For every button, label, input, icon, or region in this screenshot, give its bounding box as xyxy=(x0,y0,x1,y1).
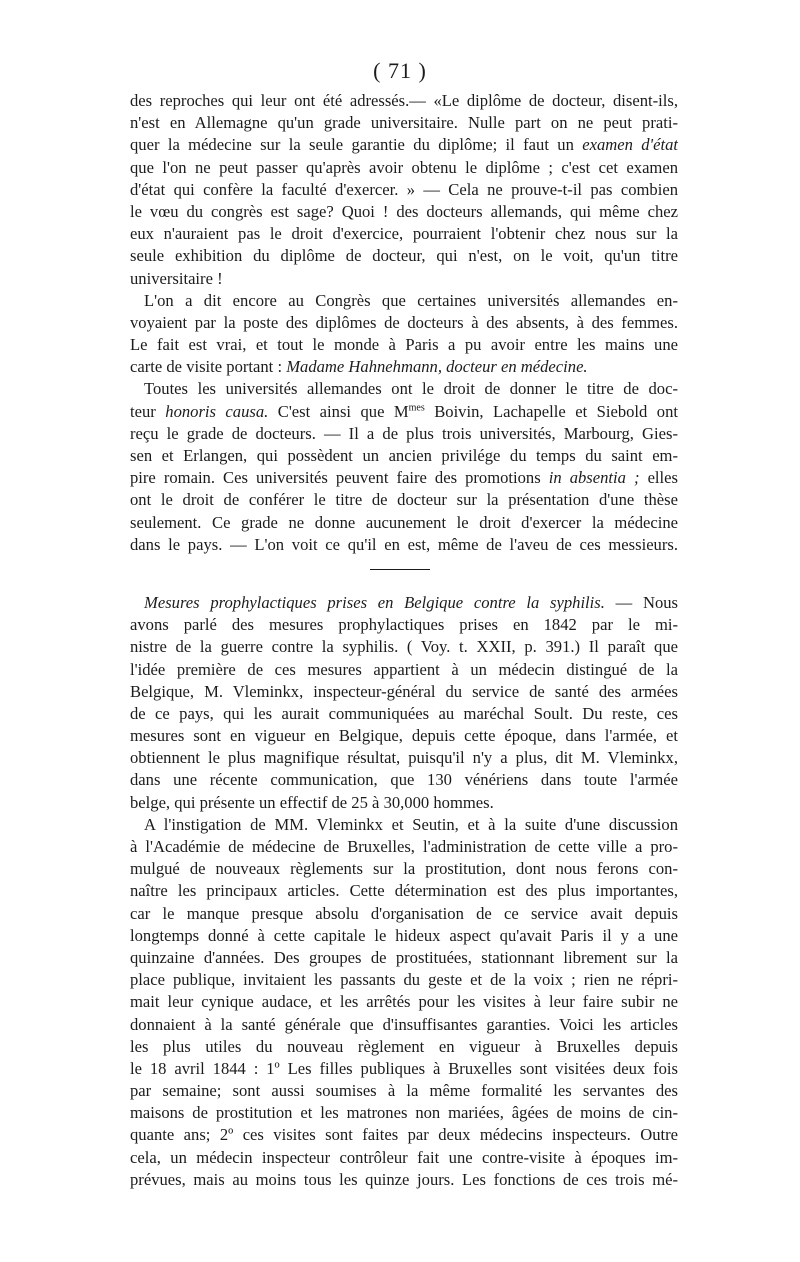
text-line: longtemps donné à cette capitale le hideux aspect qu'avait Paris il y a une xyxy=(130,925,678,945)
text-line: A l'instigation de MM. Vleminkx et Seutin, et à la suite d'une discussion xyxy=(144,814,678,834)
text-line: car le manque presque absolu d'organisation de ce service avait depuis xyxy=(130,903,678,923)
text-line: seule exhibition du diplôme de docteur, qui n'est, on le voit, qu'un titre xyxy=(130,246,678,266)
text-segment: pire romain. Ces universités peuvent faire des promotions xyxy=(130,468,541,488)
text-line: sen et Erlangen, qui possèdent un ancien privilége du temps du saint em- xyxy=(130,446,678,465)
divider-rule xyxy=(370,569,430,570)
text-segment: quer la médecine sur la seule garantie du diplôme; il faut un xyxy=(130,135,574,155)
text-line: Toutes les universités allemandes ont le droit de donner le titre de doc- xyxy=(144,379,678,399)
text-segment: Boivin, Lachapelle et Siebold ont xyxy=(434,401,678,421)
text-line: que l'on ne peut passer qu'après avoir obtenu le diplôme ; c'est cet examen xyxy=(130,157,678,177)
superscript: mes xyxy=(408,402,425,414)
paragraph-diplome xyxy=(130,90,678,290)
text-line: Belgique, M. Vleminkx, inspecteur-général du service de santé des armées xyxy=(130,681,678,701)
text-line: les plus utiles du nouveau règlement en vigueur à Bruxelles depuis xyxy=(130,1036,678,1056)
text-line: maisons de prostitution et les matrones non mariées, âgées de moins de cin- xyxy=(130,1103,678,1123)
text-line: L'on a dit encore au Congrès que certaines universités allemandes en- xyxy=(144,290,678,310)
text-line: place publique, invitaient les passants du geste et de la voix ; rien ne répri- xyxy=(130,970,678,990)
text-segment: elles xyxy=(647,468,678,488)
text-segment: — Nous xyxy=(615,592,678,612)
text-line: dans une récente communication, que 130 vénériens dans toute l'armée xyxy=(130,770,678,790)
text-line: naître les principaux articles. Cette détermination est des plus importantes, xyxy=(130,881,678,901)
text-line: universitaire ! xyxy=(130,268,223,288)
text-line: n'est en Allemagne qu'un grade universitaire. Nulle part on ne peut prati- xyxy=(130,113,678,133)
text-line: voyaient par la poste des diplômes de docteurs à des absents, à des femmes. xyxy=(130,312,678,332)
text-line: obtiennent le plus magnifique résultat, puisqu'il n'y a plus, dit M. Vleminkx, xyxy=(130,748,678,768)
text-line: prévues, mais au moins tous les quinze jours. Les fonctions de ces trois mé- xyxy=(130,1169,678,1189)
paragraph-universites xyxy=(130,378,678,556)
italic-phrase: Madame Hahnehmann, docteur en médecine. xyxy=(286,357,588,377)
text-segment: carte de visite portant : xyxy=(130,357,283,377)
text-line: par semaine; sont aussi soumises à la même formalité les servantes des xyxy=(130,1081,678,1101)
page-number: ( 71 ) xyxy=(373,58,427,83)
text-line xyxy=(130,467,678,489)
text-line xyxy=(130,134,678,156)
text-line: des reproches qui leur ont été adressés.— «Le diplôme de docteur, disent-ils, xyxy=(130,91,678,110)
text-line: ont le droit de conférer le titre de docteur sur la présentation d'une thèse xyxy=(130,490,678,510)
text-line: avons parlé des mesures prophylactiques prises en 1842 par le mi- xyxy=(130,615,678,635)
text-line xyxy=(130,401,678,423)
text-line: seulement. Ce grade ne donne aucunement le droit d'exercer la médecine xyxy=(130,512,678,532)
text-line: reçu le grade de docteurs. — Il a de plus trois universités, Marbourg, Gies- xyxy=(130,423,678,443)
italic-phrase: in absentia ; xyxy=(548,468,640,488)
text-segment: C'est ainsi que M xyxy=(277,401,409,421)
italic-phrase: honoris causa. xyxy=(165,401,269,421)
text-line: d'état qui confère la faculté d'exercer. » — Cela ne prouve-t-il pas combien xyxy=(130,179,678,199)
text-line xyxy=(130,592,678,614)
text-line: donnaient à la santé générale que d'insuffisantes garanties. Voici les articles xyxy=(130,1014,678,1034)
paragraph-congres xyxy=(130,290,678,379)
text-line: de ce pays, qui les aurait communiquées au maréchal Soult. Du reste, ces xyxy=(130,703,678,723)
text-line: le vœu du congrès est sage? Quoi ! des docteurs allemands, qui même chez xyxy=(130,201,678,221)
section-divider xyxy=(130,556,678,592)
text-line: l'idée première de ces mesures appartient à un médecin distingué de la xyxy=(130,659,678,679)
text-line: le 18 avril 1844 : 1º Les filles publiques à Bruxelles sont visitées deux fois xyxy=(130,1058,678,1078)
text-line: dans le pays. — L'on voit ce qu'il en est, même de l'aveu de ces messieurs. xyxy=(130,534,678,554)
text-line: quinzaine d'années. Des groupes de prostituées, stationnant librement sur la xyxy=(130,947,678,967)
text-line: mulgué de nouveaux règlements sur la prostitution, dont nous ferons con- xyxy=(130,859,678,879)
text-line: eux n'auraient pas le droit d'exercice, pourraient l'obtenir chez nous sur la xyxy=(130,224,678,244)
text-line: cela, un médecin inspecteur contrôleur fait une contre-visite à époques im- xyxy=(130,1147,678,1167)
paragraph-mesures xyxy=(130,592,678,814)
text-line: belge, qui présente un effectif de 25 à 30,000 hommes. xyxy=(130,792,494,812)
text-line: nistre de la guerre contre la syphilis. ( Voy. t. XXII, p. 391.) Il paraît que xyxy=(130,637,678,657)
paragraph-bruxelles xyxy=(130,814,678,1191)
text-line xyxy=(130,356,678,378)
text-segment: teur xyxy=(130,401,156,421)
text-line: mesures sont en vigueur en Belgique, depuis cette époque, dans l'armée, et xyxy=(130,726,678,746)
italic-phrase: examen d'état xyxy=(582,135,678,155)
text-line: quante ans; 2º ces visites sont faites par deux médecins inspecteurs. Outre xyxy=(130,1125,678,1145)
text-line: Le fait est vrai, et tout le monde à Paris a pu avoir entre les mains une xyxy=(130,335,678,355)
text-line: à l'Académie de médecine de Bruxelles, l'administration de cette ville a pro- xyxy=(130,837,678,856)
section-heading: Mesures prophylactiques prises en Belgique contre la syphilis. xyxy=(144,592,605,612)
text-line: mait leur cynique audace, et les arrêtés pour les visites à leur faire subir ne xyxy=(130,992,678,1012)
page-body xyxy=(130,90,678,1191)
